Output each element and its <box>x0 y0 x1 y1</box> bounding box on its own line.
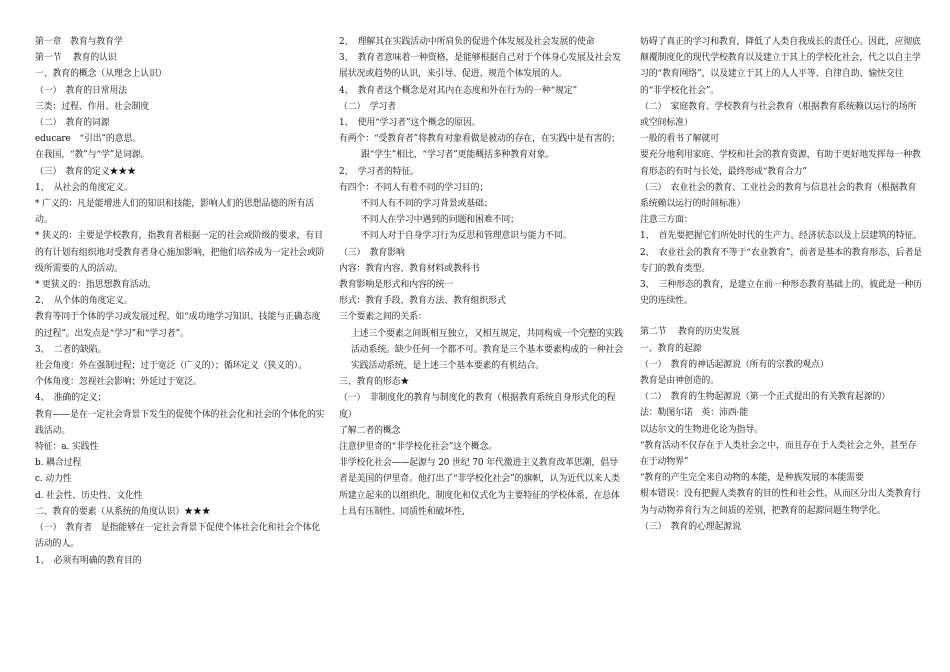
list-item: 4、 准确的定义； <box>35 393 107 404</box>
list-item: 3、 三种形态的教育，是建立在前一种形态教育基础上的，彼此是一种历史的连续性。 <box>640 280 922 307</box>
paragraph: * 狭义的：主要是学校教育，指教育者根据一定的社会或阶级的要求，有目的有计划有组织地对受教育者身心施加影响，把他们培养成为一定社会或阶级所需要的人的活动。 <box>35 231 325 274</box>
paragraph: 要充分地利用家庭、学校和社会的教育资源，有助于更好地发挥每一种教育形态的有时与长处，最终形成“教育合力” <box>640 150 921 177</box>
paragraph: 注意伊里奇的“非学校化社会”这个概念。 <box>339 442 498 453</box>
subheading: （二） 教育的生物起源说（第一个正式提出的有关教育起源的） <box>640 392 891 403</box>
heading: 一、教育的起源 <box>640 343 702 354</box>
subheading: （三） 农业社会的教育、工业社会的教育与信息社会的教育（根据教育系统赖以运行的时间标准） <box>640 182 917 210</box>
list-item: 4、 教育者这个概念是对其内在态度和外在行为的一种“规定” <box>339 85 578 96</box>
paragraph: 不同人在学习中遇到的问题和困难不同； <box>361 215 519 226</box>
text-column-middle <box>339 34 626 520</box>
paragraph: 非学校化社会——起源与 20 世纪 70 年代激进主义教育改革思潮，倡导者是美国的伊里奇。他打出了“非学校化社会”的旗帜，认为近代以来人类所建立起来的以组织化、制度化和仪式化为主要特征的学校体系，在总体上具有压制性、同质性和破坏性， <box>339 458 620 517</box>
paragraph: educare “引出”的意思。 <box>35 134 142 145</box>
paragraph: 内容：教育内容、教育材料或教科书 <box>339 263 480 274</box>
paragraph: 一般的看书了解就可 <box>640 134 719 145</box>
list-item: 2、 农业社会的教育不等于“农业教育”，前者是基本的教育形态，后者是专门的教育类型。 <box>640 247 922 274</box>
subheading: （三） 教育的定义★★★ <box>35 166 136 177</box>
paragraph: 妨碍了真正的学习和教育，降低了人类自我成长的责任心。因此，应彻底颠覆制度化的现代学校教育以及建立于其上的学校化社会，代之以自主学习的“教育网络”，以及建立于其上的人人平等、自律自助、愉快交往的“非学校化社会”。 <box>640 37 921 96</box>
subheading: （一） 非制度化的教育与制度化的教育（根据教育系统自身形式化的程度） <box>339 393 616 420</box>
paragraph: 社会角度：外在强制过程；过于宽泛（广义的）；循环定义（狭义的）。 <box>35 361 307 372</box>
paragraph: （一） 教育者 是指能够在一定社会背景下促使个体社会化和社会个体化活动的人。 <box>35 523 321 550</box>
subheading: （二） 家庭教育、学校教育与社会教育（根据教育系统赖以运行的场所或空间标准） <box>640 101 917 129</box>
subheading: （一） 教育的神话起源说（所有的宗教的观点） <box>640 359 829 370</box>
text-column-right <box>640 34 922 535</box>
paragraph: 有两个：“受教育者”将教育对象看做是被动的存在，在实践中是有害的； <box>339 134 620 145</box>
paragraph: 教育影响是形式和内容的统一 <box>339 280 454 291</box>
subheading: （三） 教育影响 <box>339 247 405 258</box>
paragraph: 形式：教育手段、教育方法、教育组织形式 <box>339 296 506 307</box>
subheading: （二） 学习者 <box>339 101 396 112</box>
paragraph: 教育是由神创造的。 <box>640 376 719 387</box>
paragraph: 教育等同于个体的学习或发展过程，如“成功地学习知识、技能与正确态度的过程”。出发点是“学习”和“学习者”。 <box>35 312 321 339</box>
paragraph: 注意三方面： <box>640 215 693 226</box>
heading: 三、教育的形态★ <box>339 377 410 388</box>
subheading: （三） 教育的心理起源说 <box>640 521 741 532</box>
subheading: （二） 教育的词源 <box>35 118 110 129</box>
paragraph: 了解二者的概念 <box>339 425 401 436</box>
chapter-title: 第一章 教育与教育学 <box>35 37 123 47</box>
paragraph: 以达尔文的生物进化论为指导。 <box>640 424 763 435</box>
paragraph: d. 社会性、历史性、文化性 <box>35 490 143 501</box>
subheading: （一） 教育的日常用法 <box>35 85 128 96</box>
paragraph: 法：勒图尔诺 英：沛西·能 <box>640 408 749 419</box>
spacer <box>640 309 922 324</box>
list-item: 1、 从社会的角度定义。 <box>35 182 133 193</box>
paragraph: 特征：a. 实践性 <box>35 442 99 453</box>
paragraph: 上述三个要素之间既相互独立，又相互规定，共同构成一个完整的实践活动系统。缺少任何一个都不可。教育是三个基本要素构成的一种社会实践活动系统，是上述三个基本要素的有机结合。 <box>351 328 624 372</box>
list-item: 2、 从个体的角度定义。 <box>35 296 133 307</box>
paragraph: c. 动力性 <box>35 474 72 485</box>
paragraph: “教育活动不仅存在于人类社会之中，而且存在于人类社会之外，甚至存在于动物界” <box>640 440 917 468</box>
section-title: 第一节 教育的认识 <box>35 53 117 64</box>
list-item: 2、 学习者的特征。 <box>339 166 420 177</box>
paragraph: b. 耦合过程 <box>35 458 82 469</box>
text-column-left <box>35 34 325 569</box>
paragraph: 三类：过程、作用、社会制度 <box>35 101 150 112</box>
section-title: 第二节 教育的历史发展 <box>640 327 740 338</box>
list-item: 3、 二者的缺陷。 <box>35 344 107 355</box>
list-item: 1、 使用“学习者”这个概念的原因。 <box>339 118 481 129</box>
paragraph: 有四个：不同人有着不同的学习目的； <box>339 182 489 193</box>
paragraph: 教育——是在一定社会背景下发生的促使个体的社会化和社会的个体化的实践活动。 <box>35 409 325 436</box>
paragraph: 跟“学生”相比，“学习者”更能概括多种教育对象。 <box>361 150 555 161</box>
paragraph: * 广义的：凡是能增进人们的知识和技能，影响人们的思想品德的所有活动。 <box>35 199 315 226</box>
list-item: 1、 必须有明确的教育目的 <box>35 555 142 566</box>
paragraph: 根本错误：没有把握人类教育的目的性和社会性，从而区分出人类教育行为与动物养育行为之间质的差别，把教育的起源问题生物学化。 <box>640 489 921 516</box>
list-item: 2、 理解其在实践活动中所肩负的促进个体发展及社会发展的使命 <box>339 37 595 47</box>
heading: 二、教育的要素（从系统的角度认识）★★★ <box>35 506 211 517</box>
list-item: 3、 教育者意味着一种资格，是能够根据自己对于个体身心发展及社会发展状况或趋势的认识，来引导、促进、规范个体发展的人。 <box>339 53 621 80</box>
paragraph: “教育的产生完全来自动物的本能，是种族发展的本能需要 <box>640 473 864 484</box>
paragraph: 不同人对于自身学习行为反思和管理意识与能力不同。 <box>361 231 572 242</box>
list-item: 1、 首先要把握它们所处时代的生产力、经济状态以及上层建筑的特征。 <box>640 231 922 242</box>
paragraph: 三个要素之间的关系： <box>339 312 427 323</box>
paragraph: 不同人有不同的学习背景或基础； <box>361 199 493 210</box>
heading: 一、教育的概念（从理念上认识） <box>35 69 167 80</box>
paragraph: * 更狭义的：指思想教育活动。 <box>35 280 157 291</box>
paragraph: 个体角度：忽视社会影响；外延过于宽泛。 <box>35 377 202 388</box>
paragraph: 在我国，“教”与“学”是词源。 <box>35 150 150 161</box>
